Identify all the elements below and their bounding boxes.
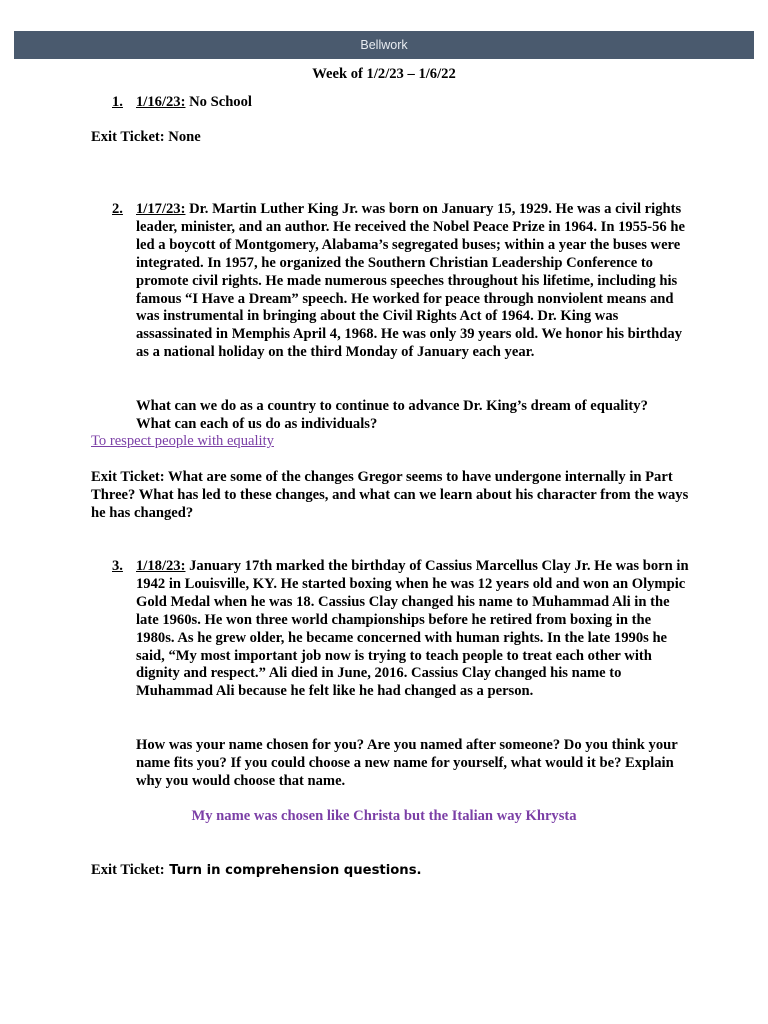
entry-3-exit-ticket: [91, 862, 691, 880]
week-title: Week of 1/2/23 – 1/6/22: [312, 66, 456, 82]
entry-2-answer[interactable]: To respect people with equality: [91, 433, 274, 449]
entry-3-answer: My name was chosen like Christa but the Italian way Khrysta: [191, 808, 577, 824]
window-title: Bellwork: [360, 38, 408, 52]
entry-3-date: 1/18/23:: [136, 558, 186, 574]
entry-1: [112, 94, 692, 112]
entry-2: [112, 201, 692, 362]
entry-3: [112, 558, 692, 701]
entry-1-date: 1/16/23:: [136, 94, 186, 110]
entry-1-number: 1.: [112, 94, 123, 110]
entry-3-number: 3.: [112, 558, 123, 574]
entry-3-text: January 17th marked the birthday of Cassius Marcellus Clay Jr. He was born in 1942 in Louisville, KY. He started boxing when he was 12 years old and won an Olympic Gold Medal when he was 18. Cassius Clay changed his name to Muhammad Ali in the late 1960s. He won three world championships before he retired from boxing in the 1980s. As he grew older, he became concerned with human rights. In the late 1990s he said, “My most important job now is trying to teach people to treat each other with dignity and respect.” Ali died in June, 2016. Cassius Clay changed his name to Muhammad Ali because he felt like he had changed as a person.: [136, 558, 689, 700]
exit-ticket-label: Exit Ticket:: [91, 129, 165, 145]
entry-1-exit-ticket: [91, 129, 691, 147]
exit-ticket-text: None: [164, 129, 201, 145]
exit-ticket-label: Exit Ticket:: [91, 862, 165, 878]
exit-ticket-text: What are some of the changes Gregor seems to have undergone internally in Part Three? What has led to these changes, and what can we learn about his character from the ways he has changed?: [91, 469, 689, 521]
entry-2-question: What can we do as a country to continue to advance Dr. King’s dream of equality? What can each of us do as individuals?: [136, 398, 648, 432]
entry-3-question: How was your name chosen for you? Are you named after someone? Do you think your name fits you? If you could choose a new name for yourself, what would it be? Explain why you would choose that name.: [136, 737, 678, 789]
exit-ticket-label: Exit Ticket:: [91, 469, 165, 485]
exit-ticket-text: Turn in comprehension questions.: [164, 863, 422, 878]
entry-2-exit-ticket: [91, 469, 691, 523]
entry-2-number: 2.: [112, 201, 123, 217]
entry-2-date: 1/17/23:: [136, 201, 186, 217]
entry-1-text: No School: [185, 94, 252, 110]
entry-2-text: Dr. Martin Luther King Jr. was born on January 15, 1929. He was a civil rights leader, minister, and an author. He received the Nobel Peace Prize in 1964. In 1955-56 he led a boycott of Montgomery, Alabama’s segregated buses; within a year the buses were integrated. In 1957, he organized the Southern Christian Leadership Conference to promote civil rights. He made numerous speeches throughout his lifetime, including his famous “I Have a Dream” speech. He worked for peace through nonviolent means and was instrumental in bringing about the Civil Rights Act of 1964. Dr. King was assassinated in Memphis April 4, 1968. He was only 39 years old. We honor his birthday as a national holiday on the third Monday of January each year.: [136, 201, 685, 361]
